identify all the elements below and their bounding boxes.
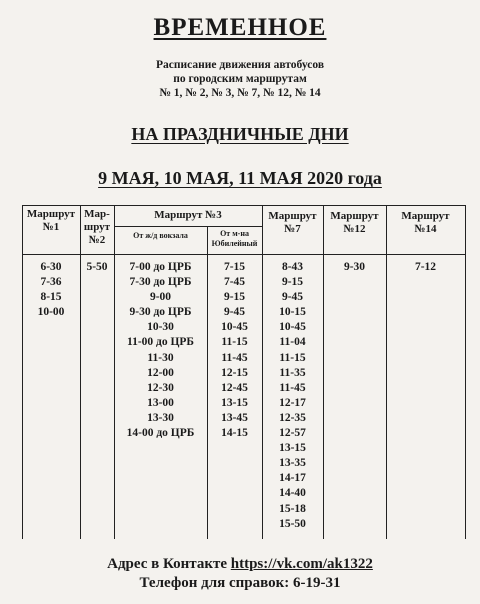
time-cell: 11-30 bbox=[147, 351, 174, 364]
time-cell: 5-50 bbox=[86, 261, 108, 273]
time-cell: 13-30 bbox=[147, 411, 174, 424]
time-cell: 11-45 bbox=[279, 381, 306, 394]
header-route1: Маршрут №1 bbox=[26, 208, 76, 233]
route14-times bbox=[386, 260, 465, 275]
time-cell: 11-15 bbox=[279, 351, 306, 364]
route7-times bbox=[262, 260, 323, 532]
time-cell: 9-00 bbox=[149, 291, 172, 304]
col-divider-5 bbox=[323, 205, 324, 539]
holiday-heading: НА ПРАЗДНИЧНЫЕ ДНИ bbox=[131, 124, 349, 144]
time-cell: 14-40 bbox=[279, 487, 306, 500]
route3-jubilee-times bbox=[207, 260, 262, 441]
time-cell: 9-15 bbox=[281, 276, 304, 289]
header-route14: Маршрут №14 bbox=[401, 210, 450, 235]
route3-subheader-line bbox=[114, 226, 262, 227]
dates-heading: 9 МАЯ, 10 МАЯ, 11 МАЯ 2020 года bbox=[98, 168, 382, 188]
time-cell: 13-15 bbox=[279, 442, 306, 455]
header-route3-station: От ж/д вокзала bbox=[133, 231, 188, 240]
time-cell: 10-30 bbox=[147, 321, 174, 334]
time-cell: 13-15 bbox=[221, 396, 248, 409]
time-cell: 11-35 bbox=[279, 366, 306, 379]
time-cell: 11-15 bbox=[221, 336, 248, 349]
time-cell: 10-45 bbox=[221, 321, 248, 334]
time-cell: 7-45 bbox=[223, 276, 246, 289]
header-route3-jubilee: От м-на Юбилейный bbox=[211, 229, 258, 248]
header-route12: Маршрут №12 bbox=[330, 210, 379, 235]
time-cell: 7-15 bbox=[223, 261, 246, 273]
route1-times bbox=[22, 260, 80, 320]
address-label: Адрес в Контакте bbox=[107, 556, 227, 572]
time-cell: 12-35 bbox=[279, 411, 306, 424]
time-cell: 8-15 bbox=[40, 291, 62, 304]
time-cell: 13-45 bbox=[221, 411, 248, 424]
time-cell: 8-43 bbox=[281, 261, 304, 273]
time-cell: 12-30 bbox=[147, 381, 174, 394]
table-left-border bbox=[22, 205, 23, 539]
time-cell: 11-04 bbox=[279, 336, 306, 349]
time-cell: 14-17 bbox=[279, 472, 306, 485]
footer-phone: Телефон для справок: 6-19-31 bbox=[139, 575, 341, 591]
time-cell: 12-15 bbox=[221, 366, 248, 379]
time-cell: 12-45 bbox=[221, 381, 248, 394]
time-cell: 13-00 bbox=[147, 396, 174, 409]
time-cell: 11-45 bbox=[221, 351, 248, 364]
time-cell: 15-50 bbox=[279, 517, 306, 530]
table-header-bottom-border bbox=[22, 254, 466, 255]
time-cell: 7-00 до ЦРБ bbox=[129, 261, 192, 273]
time-cell: 14-15 bbox=[221, 427, 248, 440]
table-right-border bbox=[465, 205, 466, 539]
header-route2: Мар- шрут №2 bbox=[83, 208, 111, 246]
time-cell: 6-30 bbox=[40, 261, 62, 273]
time-cell: 10-00 bbox=[37, 306, 65, 319]
route2-times bbox=[80, 260, 114, 275]
time-cell: 7-36 bbox=[40, 276, 62, 289]
header-route3: Маршрут №3 bbox=[154, 209, 222, 221]
time-cell: 7-12 bbox=[414, 261, 437, 273]
footer-address bbox=[0, 556, 480, 573]
header-route7: Маршрут №7 bbox=[268, 210, 317, 235]
time-cell: 9-45 bbox=[281, 291, 304, 304]
time-cell: 10-15 bbox=[279, 306, 306, 319]
time-cell: 11-00 до ЦРБ bbox=[126, 336, 195, 349]
notice-title: ВРЕМЕННОЕ bbox=[153, 14, 327, 41]
time-cell: 15-18 bbox=[279, 502, 306, 515]
route3-station-times bbox=[114, 260, 207, 441]
subtitle-line-3: № 1, № 2, № 3, № 7, № 12, № 14 bbox=[159, 87, 321, 99]
time-cell: 9-45 bbox=[223, 306, 246, 319]
time-cell: 13-35 bbox=[279, 457, 306, 470]
time-cell: 9-15 bbox=[223, 291, 246, 304]
time-cell: 9-30 до ЦРБ bbox=[129, 306, 192, 319]
time-cell: 12-17 bbox=[279, 396, 306, 409]
col-divider-6 bbox=[386, 205, 387, 539]
table-top-border bbox=[22, 205, 466, 206]
subtitle-line-2: по городским маршрутам bbox=[173, 73, 307, 85]
route12-times bbox=[323, 260, 386, 275]
time-cell: 7-30 до ЦРБ bbox=[129, 276, 192, 289]
vk-link[interactable]: https://vk.com/ak1322 bbox=[230, 556, 373, 572]
time-cell: 9-30 bbox=[343, 261, 366, 273]
subtitle-line-1: Расписание движения автобусов bbox=[155, 59, 325, 71]
time-cell: 14-00 до ЦРБ bbox=[126, 427, 195, 440]
time-cell: 12-57 bbox=[279, 427, 306, 440]
time-cell: 12-00 bbox=[147, 366, 174, 379]
col-divider-1 bbox=[80, 205, 81, 539]
time-cell: 10-45 bbox=[279, 321, 306, 334]
